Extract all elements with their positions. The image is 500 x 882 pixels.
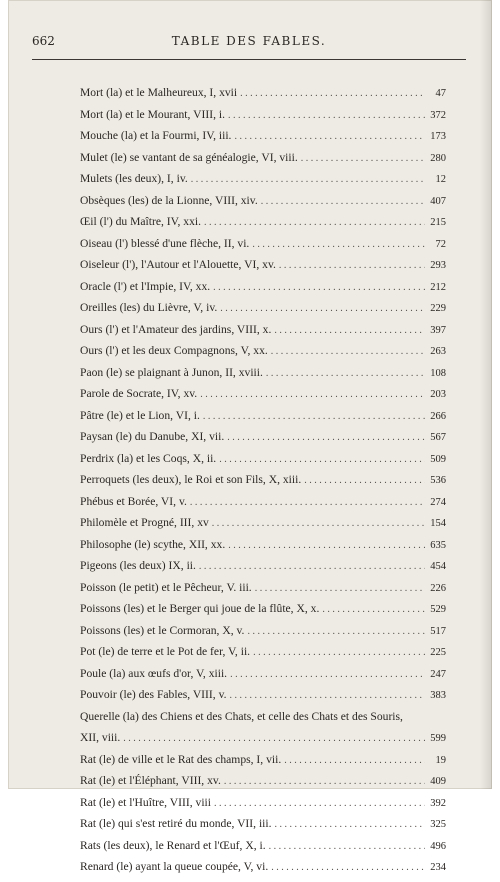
page-header [32, 34, 466, 52]
entry-page-number: 19 [435, 754, 446, 766]
index-entry [80, 344, 446, 366]
entry-page-number: 212 [430, 281, 446, 293]
index-entry [80, 215, 446, 237]
entry-page-number: 154 [430, 518, 446, 529]
entry-title: Pâtre (le) et le Lion, VI, i. [80, 408, 200, 422]
entry-title: Mort (la) et le Mourant, VIII, i. [80, 107, 225, 121]
entry-title: Oracle (l') et l'Impie, IV, xx. [80, 279, 211, 293]
entry-page-number: 234 [430, 862, 446, 873]
dot-leader [284, 755, 425, 766]
dot-leader [204, 217, 425, 228]
entry-page-number: 12 [435, 174, 446, 185]
entry-title: Parole de Socrate, IV, xv. [80, 387, 198, 400]
entry-title: Poisson (le petit) et le Pêcheur, V. iii. [80, 580, 252, 594]
index-entry [80, 280, 446, 302]
entry-title: Phébus et Borée, VI, v. [80, 494, 187, 508]
entry-page-number: 529 [430, 604, 446, 615]
index-entry [80, 172, 446, 194]
index-entry [80, 194, 446, 216]
index-entry [80, 860, 446, 882]
index-entry [80, 753, 446, 775]
entry-title: Oreilles (les) du Lièvre, V, iv. [80, 301, 218, 314]
dot-leader [203, 411, 425, 422]
entry-title: Paysan (le) du Danube, XI, vii. [80, 430, 225, 443]
entry-page-number: 203 [430, 389, 446, 400]
entry-page-number: 454 [430, 561, 446, 572]
dot-leader [240, 88, 425, 99]
entry-page-number: 325 [430, 819, 446, 830]
entry-title: Poule (la) aux œufs d'or, V, xiii. [80, 666, 228, 680]
entry-title: Renard (le) ayant la queue coupée, V, vi. [80, 860, 269, 873]
index-entry [80, 624, 446, 646]
entry-page-number: 280 [430, 152, 446, 164]
dot-leader [252, 239, 425, 250]
dot-leader [224, 776, 425, 787]
dot-leader [234, 131, 425, 142]
entry-page-number: 409 [430, 776, 446, 787]
dot-leader [274, 325, 425, 336]
entry-page-number: 266 [430, 410, 446, 422]
index-entry [80, 495, 446, 517]
entry-page-number: 215 [430, 217, 446, 228]
entry-title: Paon (le) se plaignant à Junon, II, xviii. [80, 365, 263, 379]
index-entry [80, 581, 446, 603]
entry-title: Pouvoir (le) des Fables, VIII, v. [80, 688, 227, 701]
entry-title: Perdrix (la) et les Coqs, X, ii. [80, 451, 217, 465]
dot-leader [253, 647, 425, 658]
entry-page-number: 47 [435, 88, 446, 99]
book-page [8, 0, 492, 873]
entry-title: Œil (l') du Maître, IV, xxi. [80, 215, 202, 228]
index-entry [80, 237, 446, 259]
index-entry [80, 323, 446, 345]
index-entry [80, 559, 446, 581]
dot-leader [228, 540, 425, 551]
entry-title: Rat (le) et l'Éléphant, VIII, xv. [80, 774, 221, 787]
entry-page-number: 517 [430, 625, 446, 637]
index-entry [80, 86, 446, 108]
entry-title: Rat (le) de ville et le Rat des champs, I, vii. [80, 752, 282, 766]
dot-leader [275, 819, 425, 830]
entry-title: Obsèques (les) de la Lionne, VIII, xiv. [80, 193, 258, 207]
entry-page-number: 274 [430, 496, 446, 508]
index-entry [80, 645, 446, 667]
dot-leader [200, 389, 425, 400]
index-entry [80, 538, 446, 560]
entry-title: Pigeons (les deux) IX, ii. [80, 559, 196, 572]
dot-leader [230, 669, 425, 680]
entry-page-number: 72 [435, 238, 446, 250]
entry-page-number: 293 [430, 260, 446, 271]
entry-title: Mouche (la) et la Fourmi, IV, iii. [80, 129, 232, 142]
index-entry [80, 301, 446, 323]
entry-title: Oiseau (l') blessé d'une flèche, II, vi. [80, 236, 250, 250]
entry-title: Poissons (les) et le Berger qui joue de la flûte, X, x. [80, 602, 320, 615]
entry-page-number: 392 [430, 797, 446, 809]
entry-title: Philosophe (le) scythe, XII, xx. [80, 537, 226, 551]
header-rule [32, 59, 466, 60]
entry-page-number: 173 [430, 131, 446, 142]
entry-title: Perroquets (les deux), le Roi et son Fils, X, xiii. [80, 473, 302, 486]
index-entry [80, 129, 446, 151]
index-entry [80, 409, 446, 431]
entry-title: Mulet (le) se vantant de sa généalogie, VI, viii. [80, 150, 298, 164]
dot-leader [213, 282, 425, 293]
entry-page-number: 263 [430, 346, 446, 357]
index-entry [80, 710, 446, 732]
dot-leader [279, 260, 425, 271]
entry-page-number: 635 [430, 539, 446, 551]
entry-title: Pot (le) de terre et le Pot de fer, V, ii. [80, 645, 251, 658]
entry-title: Rats (les deux), le Renard et l'Œuf, X, i. [80, 838, 266, 852]
running-title: TABLE DES FABLES. [171, 34, 327, 48]
index-entry [80, 731, 446, 753]
dot-leader [255, 583, 425, 594]
entry-page-number: 229 [430, 303, 446, 314]
entry-title: Oiseleur (l'), l'Autour et l'Alouette, VI, xv. [80, 258, 276, 271]
entry-page-number: 226 [430, 582, 446, 594]
page-number: 662 [32, 34, 55, 48]
index-entry [80, 774, 446, 796]
entry-title: Philomèle et Progné, III, xv [80, 516, 209, 529]
dot-leader [301, 153, 425, 164]
dot-leader [266, 368, 425, 379]
entry-page-number: 108 [430, 367, 446, 379]
entry-page-number: 567 [430, 432, 446, 443]
entry-page-number: 372 [430, 109, 446, 121]
index-entry [80, 688, 446, 710]
entry-title: Rat (le) qui s'est retiré du monde, VII, iii. [80, 817, 272, 830]
dot-leader [261, 196, 425, 207]
dot-leader [247, 626, 425, 637]
entry-title: XII, viii. [80, 731, 121, 744]
index-entry [80, 473, 446, 495]
entry-title: Mort (la) et le Malheureux, I, xvii [80, 86, 238, 99]
entry-page-number: 225 [430, 647, 446, 658]
index-entry [80, 817, 446, 839]
dot-leader [304, 475, 425, 486]
dot-leader [199, 561, 425, 572]
index-entry [80, 452, 446, 474]
dot-leader [212, 518, 425, 529]
entry-title: Querelle (la) des Chiens et des Chats, et celle des Chats et des Souris, [80, 709, 403, 723]
dot-leader [227, 432, 425, 443]
entry-page-number: 599 [430, 733, 446, 744]
dot-leader [123, 733, 425, 744]
dot-leader [230, 690, 425, 701]
entry-title: Ours (l') et les deux Compagnons, V, xx. [80, 344, 268, 357]
index-entry [80, 430, 446, 452]
index-entry [80, 151, 446, 173]
index-entry [80, 667, 446, 689]
entry-title: Mulets (les deux), I, iv. [80, 172, 188, 185]
dot-leader [269, 841, 425, 852]
index-entry [80, 258, 446, 280]
index-entry [80, 516, 446, 538]
dot-leader [219, 454, 425, 465]
dot-leader [322, 604, 425, 615]
dot-leader [191, 174, 425, 185]
dot-leader [214, 798, 425, 809]
entry-page-number: 247 [430, 668, 446, 680]
index-entry [80, 796, 446, 818]
entry-title: Poissons (les) et le Cormoran, X, v. [80, 623, 245, 637]
dot-leader [271, 346, 425, 357]
entry-page-number: 383 [430, 690, 446, 701]
dot-leader [220, 303, 425, 314]
entry-title: Ours (l') et l'Amateur des jardins, VIII, x. [80, 322, 272, 336]
entry-page-number: 397 [430, 324, 446, 336]
entry-page-number: 509 [430, 453, 446, 465]
dot-leader [228, 110, 425, 121]
dot-leader [190, 497, 425, 508]
entry-page-number: 407 [430, 195, 446, 207]
entry-page-number: 536 [430, 475, 446, 486]
index-entry [80, 839, 446, 861]
entry-title: Rat (le) et l'Huître, VIII, viii [80, 795, 211, 809]
index-entry [80, 108, 446, 130]
dot-leader [271, 862, 425, 873]
fable-index-list [80, 86, 446, 882]
index-entry [80, 387, 446, 409]
index-entry [80, 602, 446, 624]
entry-page-number: 496 [430, 840, 446, 852]
index-entry [80, 366, 446, 388]
